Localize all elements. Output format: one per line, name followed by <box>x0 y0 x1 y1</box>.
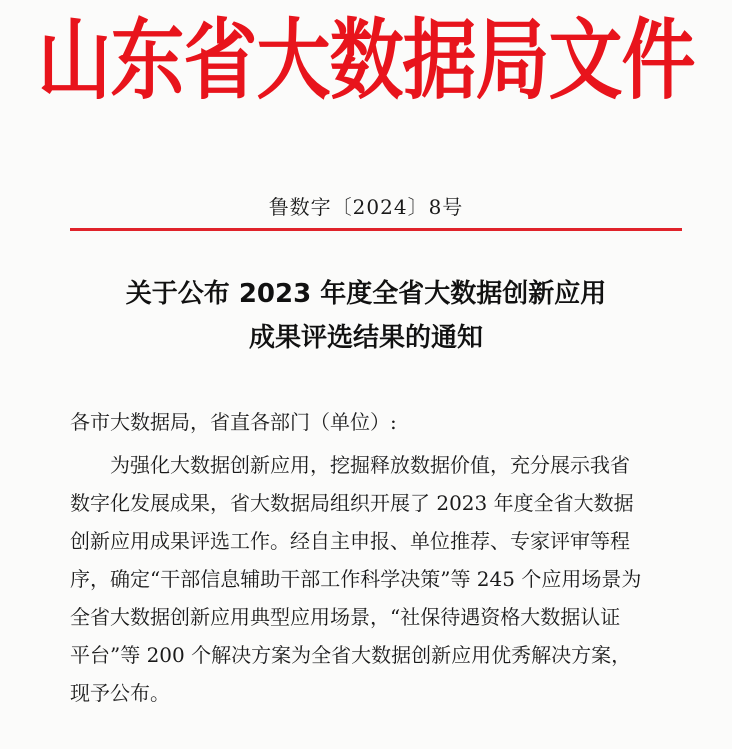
body-line: 全省大数据创新应用典型应用场景，“社保待遇资格大数据认证 <box>70 605 621 629</box>
body-line: 为强化大数据创新应用，挖掘释放数据价值，充分展示我省 <box>110 453 630 477</box>
salutation: 各市大数据局，省直各部门（单位）: <box>70 410 397 434</box>
body-line: 现予公布。 <box>70 681 170 705</box>
document-number: 鲁数字〔2024〕8号 <box>268 195 464 219</box>
body-line: 平台”等 200 个解决方案为全省大数据创新应用优秀解决方案， <box>70 643 632 667</box>
notice-body <box>70 446 710 712</box>
notice-title <box>0 272 732 360</box>
notice-title-line-1: 关于公布 2023 年度全省大数据创新应用 <box>125 279 607 309</box>
body-line: 序，确定“干部信息辅助干部工作科学决策”等 245 个应用场景为 <box>70 567 642 591</box>
body-line: 数字化发展成果，省大数据局组织开展了 2023 年度全省大数据 <box>70 491 634 515</box>
masthead-title: 山东省大数据局文件 <box>37 10 695 112</box>
body-line: 创新应用成果评选工作。经自主申报、单位推荐、专家评审等程 <box>70 529 630 553</box>
notice-title-line-2: 成果评选结果的通知 <box>248 323 483 353</box>
red-divider-rule <box>70 228 682 231</box>
